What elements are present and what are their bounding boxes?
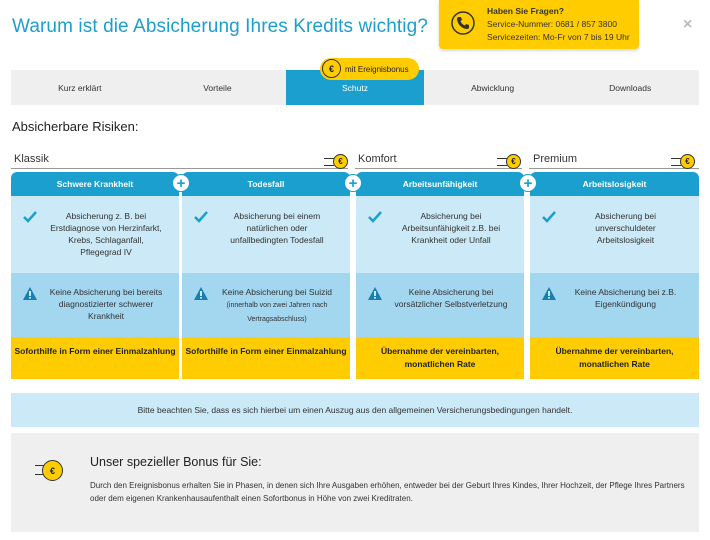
- plus-icon: +: [519, 174, 537, 192]
- not-covered-cell: [356, 273, 524, 337]
- warning-icon: [23, 287, 37, 300]
- column-header: Arbeitsunfähigkeit: [356, 172, 524, 196]
- covered-text: Absicherung z. B. bei Erstdiagnose von Herzinfarkt, Krebs, Schlaganfall, Pflegegrad IV: [50, 211, 162, 257]
- payout-cell: Übernahme der vereinbarten, monatlichen Rate: [356, 337, 524, 379]
- badge-label: mit Ereignisbonus: [345, 64, 409, 74]
- bonus-coin-icon: [35, 460, 62, 487]
- help-hours: Servicezeiten: Mo-Fr von 7 bis 19 Uhr: [487, 32, 630, 42]
- help-box: [439, 0, 639, 49]
- payout-cell: Soforthilfe in Form einer Einmalzahlung: [11, 337, 179, 379]
- checkmark-icon: [194, 210, 208, 224]
- tab-downloads[interactable]: Downloads: [561, 70, 699, 105]
- bonus-coin-icon: [497, 154, 525, 170]
- risk-column-arbeitsunfaehigkeit: [356, 172, 524, 379]
- covered-cell: [11, 196, 179, 273]
- tab-abwicklung[interactable]: Abwicklung: [424, 70, 562, 105]
- risk-column-arbeitslosigkeit: [530, 172, 699, 379]
- checkmark-icon: [542, 210, 556, 224]
- tier-komfort: Komfort: [358, 153, 397, 165]
- covered-cell: [530, 196, 699, 273]
- tier-premium: Premium: [533, 153, 578, 165]
- tab-vorteile[interactable]: Vorteile: [149, 70, 287, 105]
- warning-icon: [194, 287, 208, 300]
- bonus-coin-icon: [324, 154, 352, 170]
- tab-kurz-erklaert[interactable]: Kurz erklärt: [11, 70, 149, 105]
- tier-divider: [11, 168, 348, 169]
- euro-coin-icon: [322, 59, 341, 78]
- plus-icon: +: [344, 174, 362, 192]
- warning-icon: [368, 287, 382, 300]
- bonus-coin-icon: [671, 154, 699, 170]
- page-title: Warum ist die Absicherung Ihres Kredits wichtig?: [12, 16, 428, 37]
- covered-text: Absicherung bei einem natürlichen oder unfallbedingten Todesfall: [230, 211, 324, 245]
- not-covered-text: Keine Absicherung bei z.B. Eigenkündigung: [574, 287, 677, 309]
- risk-column-schwere-krankheit: [11, 172, 179, 379]
- help-title: Haben Sie Fragen?: [487, 6, 564, 16]
- payout-cell: Übernahme der vereinbarten, monatlichen Rate: [530, 337, 699, 379]
- covered-cell: [356, 196, 524, 273]
- checkmark-icon: [23, 210, 37, 224]
- not-covered-text: Keine Absicherung bei vorsätzlicher Selbstverletzung: [394, 287, 508, 309]
- checkmark-icon: [368, 210, 382, 224]
- not-covered-text: Keine Absicherung bei Suizid: [221, 287, 333, 297]
- section-title: Absicherbare Risiken:: [12, 119, 139, 134]
- column-header: Todesfall: [182, 172, 350, 196]
- not-covered-text: Keine Absicherung bei bereits diagnostizierter schwerer Krankheit: [49, 287, 163, 321]
- tab-schutz[interactable]: Schutz: [286, 70, 424, 105]
- terms-note: Bitte beachten Sie, dass es sich hierbei um einen Auszug aus den allgemeinen Versicherungsbedingungen handelt.: [11, 393, 699, 427]
- column-header: Schwere Krankheit: [11, 172, 179, 196]
- close-icon[interactable]: ×: [683, 16, 693, 33]
- bonus-text: Durch den Ereignisbonus erhalten Sie in Phasen, in denen sich Ihre Ausgaben erhöhen, entweder bei der Geburt Ihres Kindes, Ihrer Hochzeit, der Pflege Ihres Partners oder dem eigenen Krankenhausaufenthalt einen Sofortbonus in Höhe von zwei Kreditraten.: [90, 481, 685, 503]
- risk-column-todesfall: [182, 172, 350, 379]
- covered-cell: [182, 196, 350, 273]
- covered-text: Absicherung bei Arbeitsunfähigkeit z.B. bei Krankheit oder Unfall: [401, 211, 501, 245]
- warning-icon: [542, 287, 556, 300]
- not-covered-cell: [182, 273, 350, 337]
- help-phone[interactable]: Service-Nummer: 0681 / 857 3800: [487, 19, 617, 29]
- not-covered-footnote: (innerhalb von zwei Jahren nach Vertragsabschluss): [226, 302, 328, 323]
- tier-klassik: Klassik: [14, 153, 49, 165]
- plus-icon: +: [172, 174, 190, 192]
- ereignisbonus-badge: [320, 58, 419, 80]
- not-covered-cell: [11, 273, 179, 337]
- column-header: Arbeitslosigkeit: [530, 172, 699, 196]
- phone-icon: [451, 11, 475, 35]
- not-covered-cell: [530, 273, 699, 337]
- bonus-panel: [11, 433, 699, 532]
- bonus-title: Unser spezieller Bonus für Sie:: [90, 455, 262, 469]
- covered-text: Absicherung bei unverschuldeter Arbeitslosigkeit: [595, 211, 656, 245]
- payout-cell: Soforthilfe in Form einer Einmalzahlung: [182, 337, 350, 379]
